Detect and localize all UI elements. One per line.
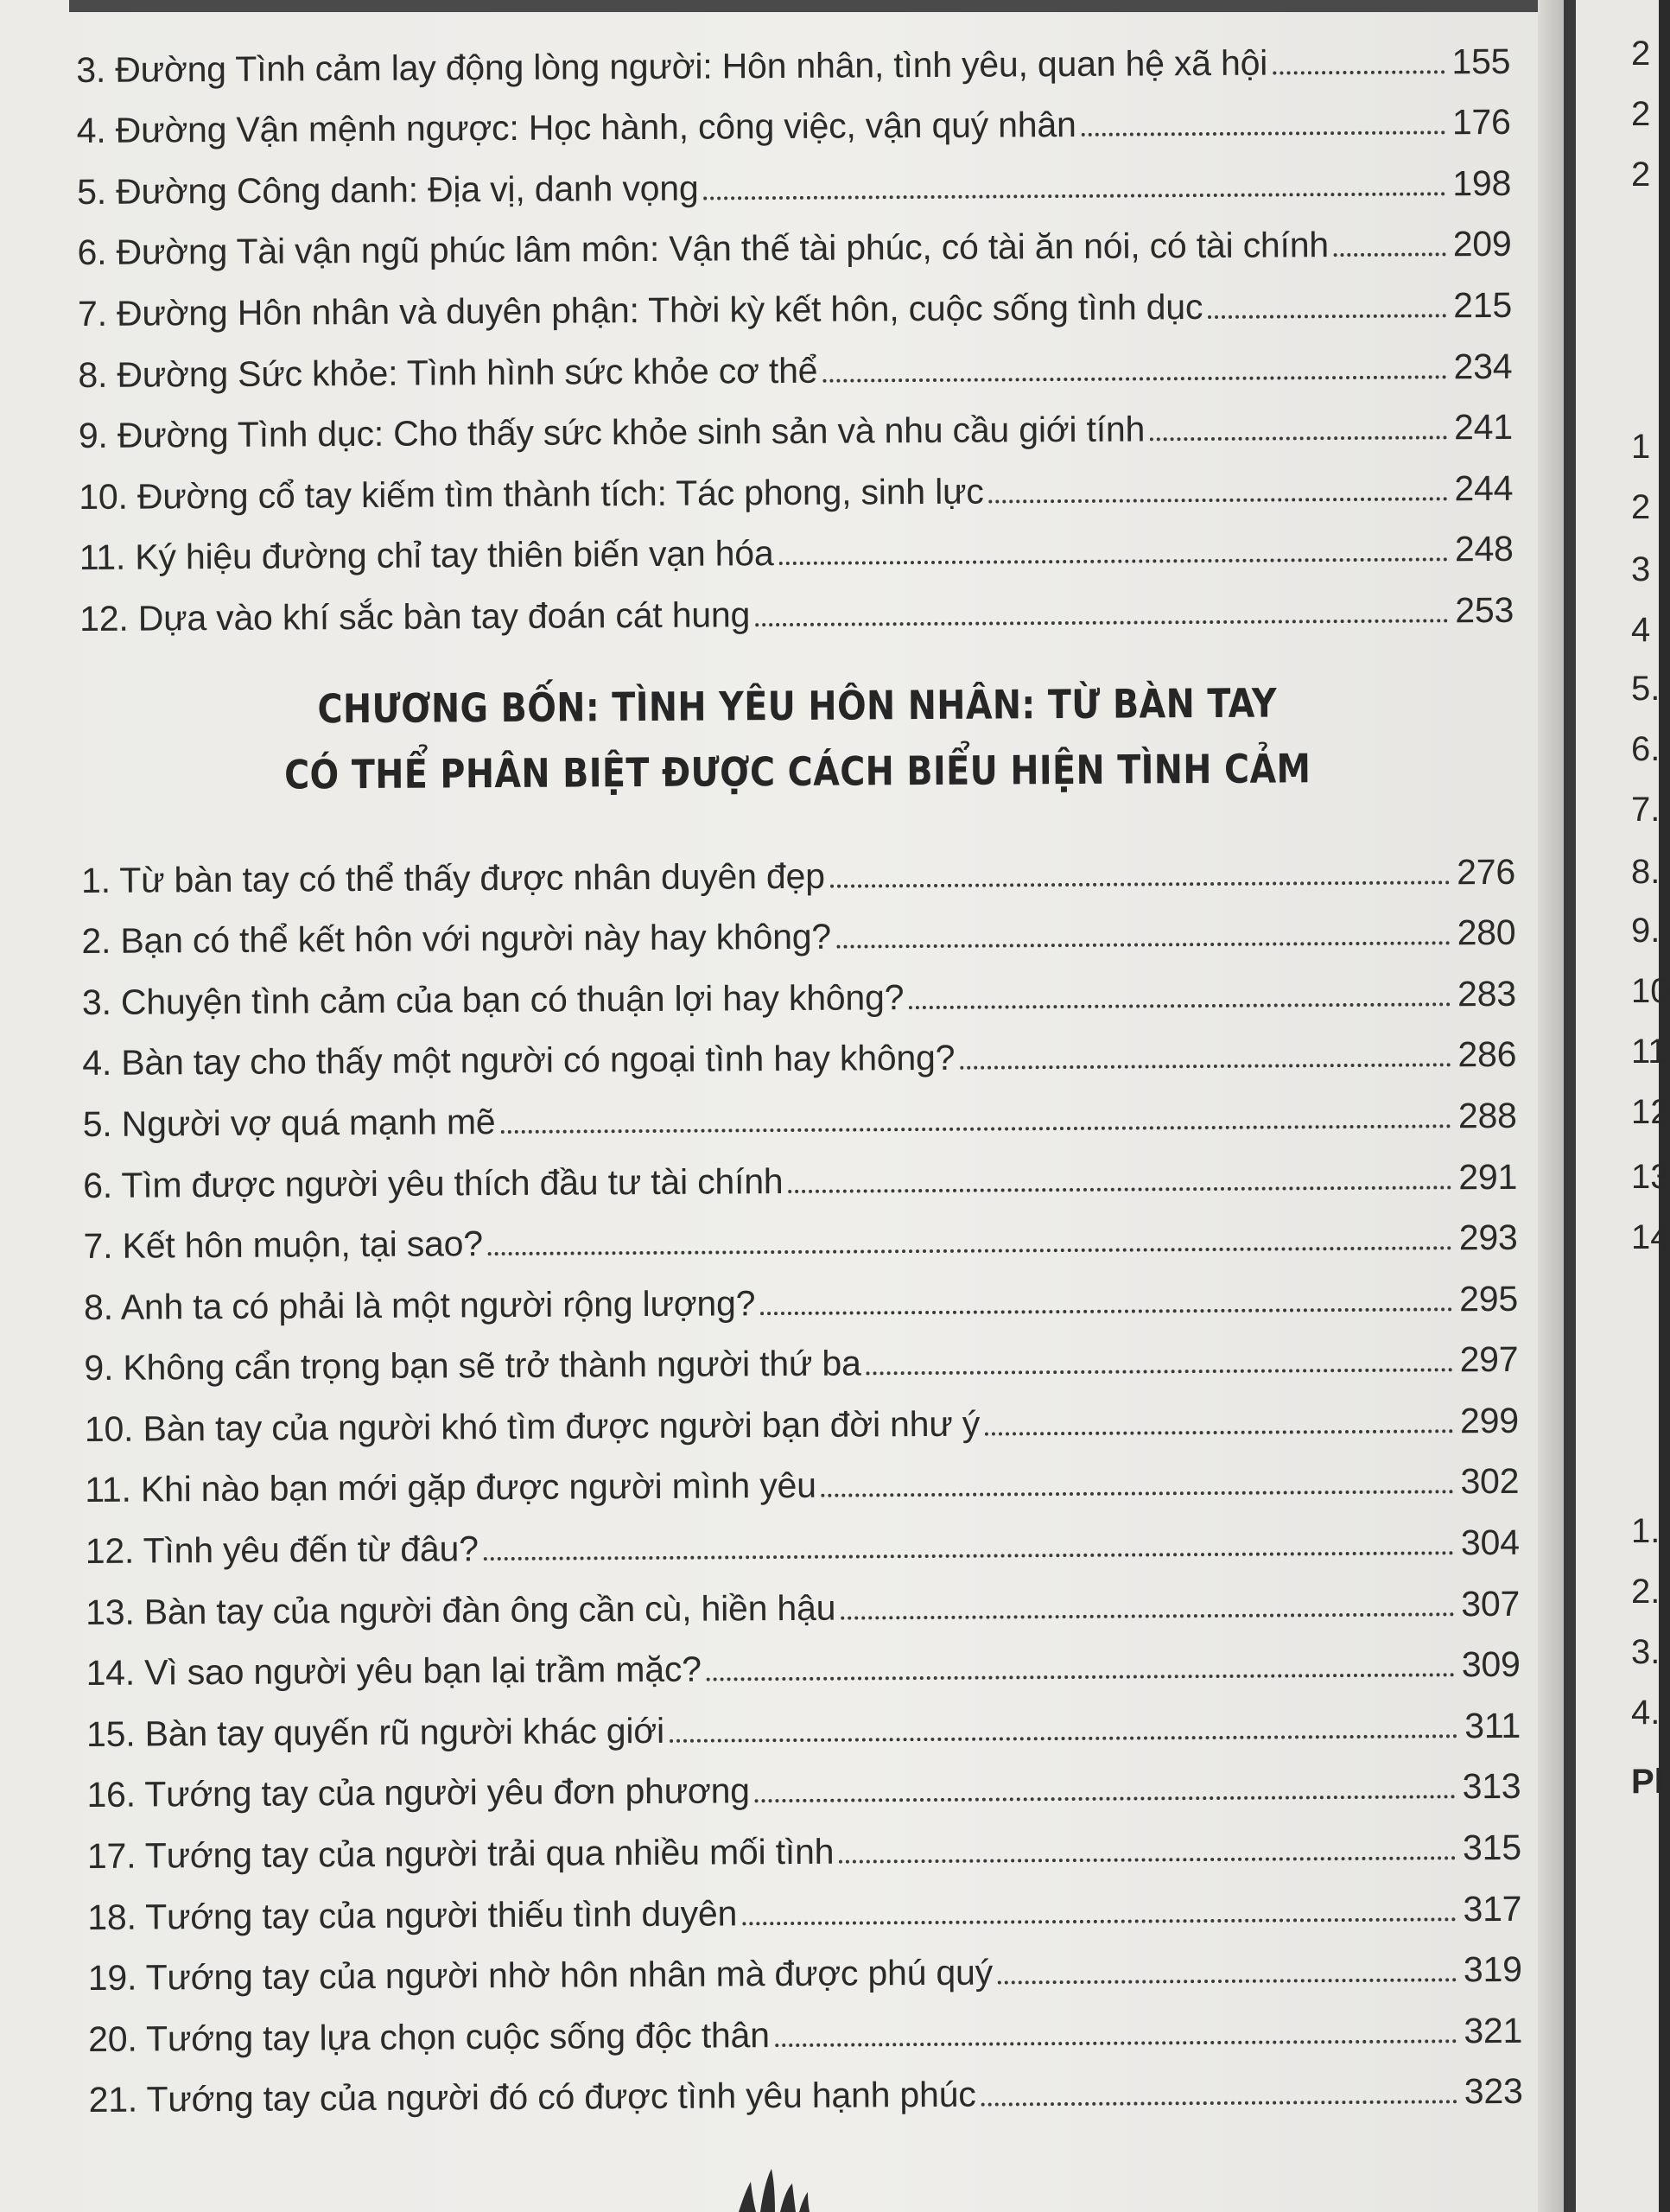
toc-entry bbox=[81, 831, 1515, 901]
toc-entry-page-number: 286 bbox=[1457, 1034, 1517, 1075]
dot-leader bbox=[822, 375, 1446, 382]
toc-entry-title: 7. Đường Hôn nhân và duyên phận: Thời kỳ kết hôn, cuộc sống tình dục bbox=[77, 287, 1203, 334]
toc-entry-title: 2. Bạn có thể kết hôn với người này hay không? bbox=[81, 916, 832, 962]
toc-entry-title: 3. Chuyện tình cảm của bạn có thuận lợi hay không? bbox=[81, 976, 905, 1022]
toc-entry bbox=[82, 953, 1516, 1023]
book-gutter bbox=[1564, 0, 1576, 2212]
toc-entry-title: 21. Tướng tay của người đó có được tình yêu hạnh phúc bbox=[88, 2075, 976, 2120]
toc-entry-page-number: 198 bbox=[1452, 162, 1512, 204]
toc-entry-page-number: 155 bbox=[1451, 41, 1511, 81]
toc-entry-page-number: 241 bbox=[1453, 407, 1513, 448]
toc-entry-page-number: 280 bbox=[1457, 912, 1516, 953]
dot-leader bbox=[960, 1064, 1451, 1070]
toc-entry-page-number: 283 bbox=[1457, 973, 1516, 1014]
entries-top-list bbox=[76, 21, 1514, 639]
next-page-fragment: 11 bbox=[1631, 1033, 1667, 1071]
dot-leader bbox=[985, 1429, 1453, 1435]
dot-leader bbox=[755, 1796, 1456, 1803]
toc-entry-title: 18. Tướng tay của người thiếu tình duyên bbox=[87, 1892, 738, 1937]
toc-entry bbox=[84, 1258, 1518, 1328]
toc-entry-title: 1. Từ bàn tay có thể thấy được nhân duyên đẹp bbox=[80, 855, 825, 900]
toc-entry-page-number: 209 bbox=[1452, 224, 1512, 264]
toc-entry bbox=[87, 1868, 1521, 1938]
toc-entry-page-number: 302 bbox=[1460, 1461, 1520, 1502]
dot-leader bbox=[981, 2101, 1457, 2107]
dot-leader bbox=[1150, 435, 1447, 441]
toc-entry-title: 13. Bàn tay của người đàn ông cần cù, hiền hậu bbox=[86, 1587, 836, 1632]
next-page-fragment: 12 bbox=[1631, 1093, 1670, 1131]
toc-entry bbox=[85, 1502, 1519, 1572]
toc-entry bbox=[78, 326, 1512, 396]
toc-entry-title: 20. Tướng tay lựa chọn cuộc sống độc thân bbox=[88, 2014, 770, 2059]
toc-entry-page-number: 299 bbox=[1459, 1400, 1520, 1441]
toc-entry bbox=[85, 1441, 1519, 1511]
toc-entry-title: 11. Khi nào bạn mới gặp được người mình yêu bbox=[85, 1465, 816, 1510]
dot-leader bbox=[501, 1124, 1451, 1134]
chapter-heading-line-2: CÓ THỂ PHÂN BIỆT ĐƯỢC CÁCH BIỂU HIỆN TÌNH CẢM bbox=[283, 745, 1311, 798]
dot-leader bbox=[1208, 314, 1446, 319]
toc-entry-page-number: 323 bbox=[1464, 2071, 1523, 2112]
toc-entry-title: 12. Dựa vào khí sắc bàn tay đoán cát hung bbox=[79, 594, 751, 639]
toc-entry-title: 12. Tình yêu đến từ đâu? bbox=[85, 1529, 479, 1572]
next-page-fragment: 2 bbox=[1631, 488, 1651, 526]
toc-entry-title: 17. Tướng tay của người trải qua nhiều mối tình bbox=[86, 1831, 835, 1876]
toc-entry-title: 10. Bàn tay của người khó tìm được người bạn đời như ý bbox=[84, 1403, 981, 1449]
toc-entry-title: 14. Vì sao người yêu bạn lại trầm mặc? bbox=[86, 1649, 702, 1694]
toc-entry bbox=[83, 1197, 1517, 1267]
toc-entry-page-number: 244 bbox=[1454, 467, 1514, 509]
toc-entry bbox=[77, 143, 1511, 213]
table-of-contents bbox=[76, 21, 1523, 2121]
chapter-heading bbox=[181, 669, 1415, 808]
toc-entry bbox=[86, 1746, 1521, 1816]
toc-entry bbox=[86, 1563, 1520, 1633]
next-page-fragment: 7. bbox=[1631, 791, 1660, 829]
next-page-fragment: 6. bbox=[1631, 730, 1660, 768]
next-page-fragment: 4. bbox=[1631, 1694, 1660, 1732]
dot-leader bbox=[755, 619, 1448, 626]
dot-leader bbox=[1082, 131, 1445, 137]
toc-entry-page-number: 248 bbox=[1454, 529, 1514, 569]
toc-entry-page-number: 291 bbox=[1458, 1156, 1518, 1197]
toc-entry-page-number: 215 bbox=[1453, 284, 1513, 326]
toc-entry-page-number: 317 bbox=[1463, 1888, 1522, 1929]
toc-entry-page-number: 253 bbox=[1455, 589, 1514, 631]
toc-entry-page-number: 307 bbox=[1461, 1583, 1521, 1624]
dot-leader bbox=[909, 1002, 1451, 1009]
toc-entry-title: 3. Đường Tình cảm lay động lòng người: Hôn nhân, tình yêu, quan hệ xã hội bbox=[76, 42, 1268, 90]
dot-leader bbox=[742, 1917, 1456, 1925]
toc-entry-title: 16. Tướng tay của người yêu đơn phương bbox=[86, 1770, 750, 1815]
toc-entry-page-number: 234 bbox=[1453, 346, 1513, 386]
toc-entry bbox=[82, 1075, 1516, 1145]
toc-entry-page-number: 319 bbox=[1463, 1949, 1522, 1990]
dot-leader bbox=[830, 880, 1450, 887]
toc-entry-page-number: 313 bbox=[1462, 1766, 1521, 1807]
toc-entry-title: 11. Ký hiệu đường chỉ tay thiên biến vạn hóa bbox=[79, 533, 774, 578]
next-page-fragment: 13 bbox=[1631, 1158, 1670, 1196]
toc-entry-title: 6. Tìm được người yêu thích đầu tư tài chính bbox=[83, 1160, 784, 1205]
dot-leader bbox=[488, 1246, 1452, 1255]
toc-entry bbox=[79, 509, 1513, 579]
dot-leader bbox=[836, 941, 1451, 948]
dot-leader bbox=[1273, 70, 1445, 74]
dot-leader bbox=[704, 192, 1446, 200]
toc-entry-title: 5. Đường Công danh: Địa vị, danh vọng bbox=[77, 168, 699, 212]
toc-entry bbox=[87, 1929, 1521, 1999]
toc-entry-title: 15. Bàn tay quyến rũ người khác giới bbox=[86, 1710, 665, 1754]
toc-entry-title: 19. Tướng tay của người nhờ hôn nhân mà được phú quý bbox=[87, 1952, 994, 1999]
toc-entry bbox=[76, 21, 1510, 91]
next-page-fragment: 3 bbox=[1631, 550, 1651, 588]
entries-bottom-list bbox=[81, 831, 1523, 2121]
toc-entry bbox=[78, 264, 1512, 334]
page-fold-shadow bbox=[1538, 0, 1564, 2212]
toc-entry-title: 4. Đường Vận mệnh ngược: Học hành, công việc, vận quý nhân bbox=[76, 105, 1076, 151]
toc-entry bbox=[79, 569, 1514, 639]
toc-entry-page-number: 276 bbox=[1457, 851, 1516, 892]
toc-entry-title: 8. Anh ta có phải là một người rộng lượng? bbox=[83, 1282, 756, 1327]
toc-entry bbox=[88, 1990, 1522, 2060]
toc-entry bbox=[76, 81, 1510, 151]
toc-entry-title: 9. Đường Tình dục: Cho thấy sức khỏe sinh sản và nhu cầu giới tính bbox=[78, 409, 1146, 456]
next-page-fragment: 8. bbox=[1631, 853, 1660, 891]
dot-leader bbox=[822, 1491, 1454, 1497]
dot-leader bbox=[867, 1369, 1453, 1376]
toc-entry-page-number: 321 bbox=[1464, 2010, 1523, 2051]
toc-entry-page-number: 311 bbox=[1464, 1705, 1521, 1746]
toc-entry-title: 9. Không cẩn trọng bạn sẽ trở thành người thứ ba bbox=[84, 1343, 861, 1389]
dot-leader bbox=[841, 1612, 1454, 1619]
toc-entry bbox=[84, 1319, 1518, 1389]
toc-entry-title: 10. Đường cổ tay kiếm tìm thành tích: Tác phong, sinh lực bbox=[79, 471, 984, 517]
toc-entry-page-number: 293 bbox=[1458, 1217, 1518, 1258]
toc-entry bbox=[79, 386, 1513, 456]
toc-entry-page-number: 295 bbox=[1459, 1278, 1519, 1319]
toc-entry bbox=[88, 2051, 1522, 2121]
toc-entry bbox=[79, 448, 1513, 518]
toc-entry-page-number: 288 bbox=[1457, 1095, 1517, 1136]
lotus-ornament-icon bbox=[721, 2164, 825, 2212]
dot-leader bbox=[775, 2039, 1457, 2047]
toc-entry-page-number: 304 bbox=[1460, 1522, 1520, 1563]
next-page-fragment: 14 bbox=[1631, 1218, 1670, 1256]
next-page-fragment: 2 bbox=[1631, 95, 1651, 133]
next-page-fragment: 4 bbox=[1631, 611, 1651, 649]
toc-entry bbox=[81, 892, 1515, 962]
toc-entry-title: 8. Đường Sức khỏe: Tình hình sức khỏe cơ thể bbox=[78, 350, 818, 395]
next-page-fragment: 2. bbox=[1631, 1573, 1660, 1611]
next-page-fragment: 1 bbox=[1631, 428, 1651, 466]
toc-entry-title: 7. Kết hôn muộn, tại sao? bbox=[83, 1224, 483, 1267]
dot-leader bbox=[1334, 253, 1446, 257]
next-page-fragment: 2 bbox=[1631, 156, 1651, 194]
toc-entry bbox=[77, 204, 1511, 274]
toc-entry bbox=[83, 1136, 1517, 1206]
toc-entry-page-number: 297 bbox=[1459, 1339, 1519, 1380]
dot-leader bbox=[998, 1978, 1457, 1984]
toc-entry-title: 6. Đường Tài vận ngũ phúc lâm môn: Vận thế tài phúc, có tài ăn nói, có tài chính bbox=[77, 225, 1330, 273]
dot-leader bbox=[670, 1734, 1457, 1743]
dot-leader bbox=[989, 497, 1448, 503]
dot-leader bbox=[760, 1307, 1452, 1315]
toc-entry bbox=[86, 1624, 1520, 1694]
toc-entry-page-number: 315 bbox=[1462, 1827, 1522, 1868]
toc-entry-page-number: 176 bbox=[1451, 102, 1511, 143]
toc-entry bbox=[85, 1380, 1519, 1450]
dot-leader bbox=[839, 1856, 1456, 1863]
toc-entry bbox=[86, 1685, 1521, 1755]
toc-entry bbox=[87, 1807, 1521, 1877]
next-page-fragment: 9. bbox=[1631, 912, 1660, 950]
next-page-fragment: 3. bbox=[1631, 1633, 1660, 1671]
dot-leader bbox=[779, 558, 1448, 566]
toc-entry-title: 4. Bàn tay cho thấy một người có ngoại tình hay không? bbox=[82, 1038, 956, 1084]
top-edge-band bbox=[69, 0, 1538, 12]
toc-entry bbox=[82, 1014, 1516, 1084]
chapter-heading-line-1: CHƯƠNG BỐN: TÌNH YÊU HÔN NHÂN: TỪ BÀN TAY bbox=[317, 679, 1278, 733]
dot-leader bbox=[484, 1551, 1454, 1560]
dot-leader bbox=[707, 1674, 1455, 1681]
next-page-fragment: Pl bbox=[1631, 1763, 1664, 1801]
next-page-fragment: 1. bbox=[1631, 1512, 1660, 1550]
dot-leader bbox=[788, 1185, 1451, 1193]
next-page-fragment: 5. bbox=[1631, 670, 1660, 708]
next-page-fragment: 10 bbox=[1631, 972, 1670, 1010]
toc-entry-page-number: 309 bbox=[1461, 1644, 1521, 1685]
next-page-fragment: 2 bbox=[1631, 35, 1651, 73]
toc-entry-title: 5. Người vợ quá mạnh mẽ bbox=[82, 1101, 496, 1144]
